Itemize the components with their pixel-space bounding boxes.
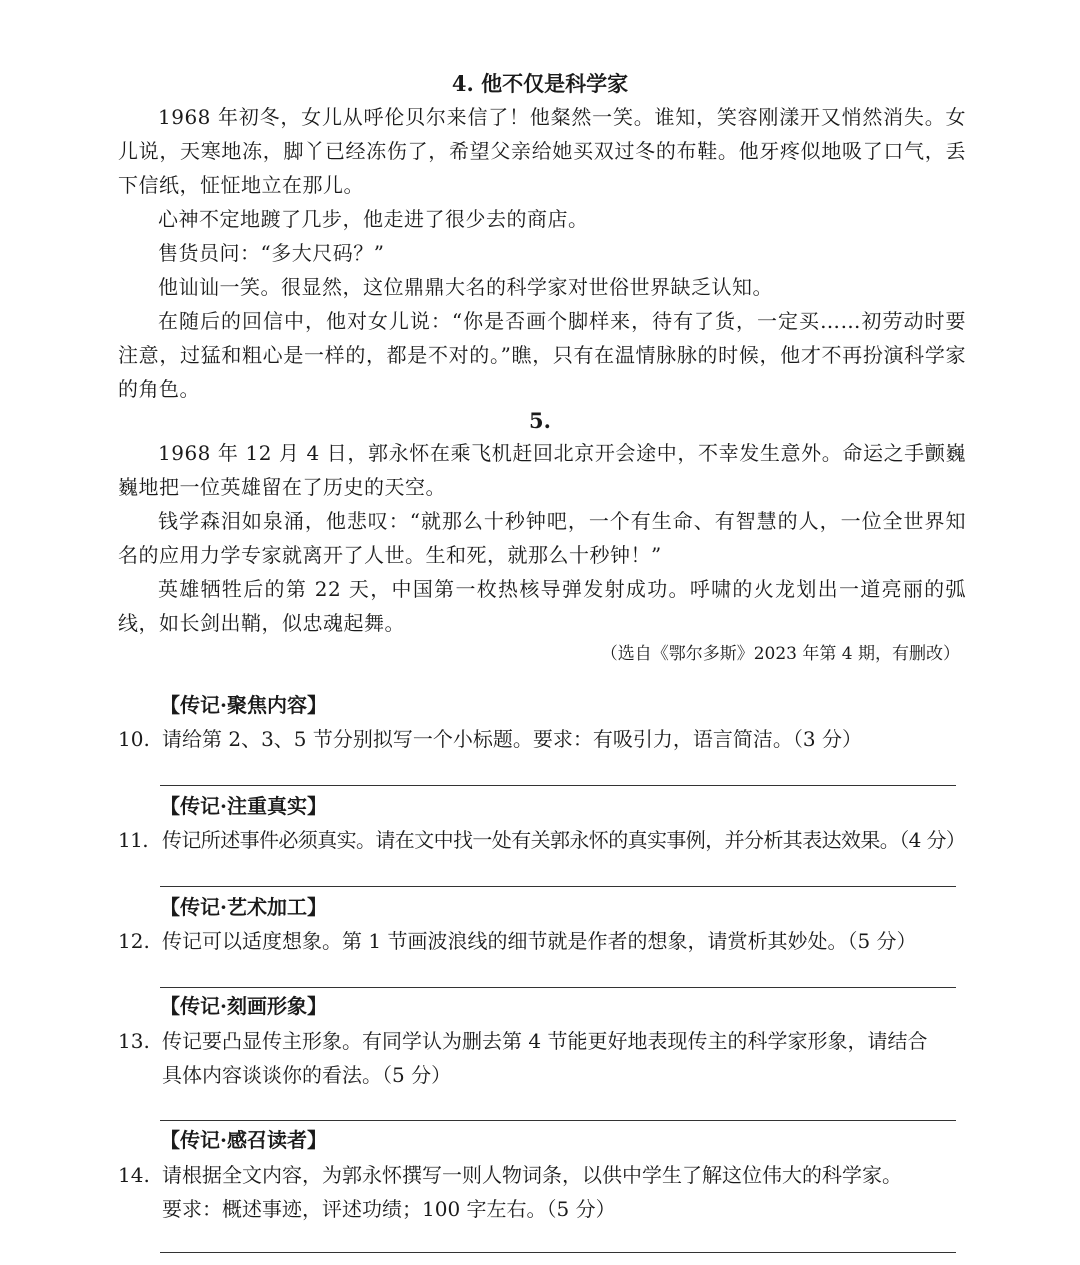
question-11-heading: 【传记·注重真实】 [160, 794, 327, 818]
question-text: 传记要凸显传主形象。有同学认为删去第 4 节能更好地表现传主的科学家形象，请结合 [162, 1029, 928, 1053]
question-text: 传记可以适度想象。第 1 节画波浪线的细节就是作者的想象，请赏析其妙处。（5 分） [162, 929, 917, 953]
answer-line-14[interactable] [160, 1252, 956, 1253]
question-10 [118, 722, 966, 756]
section-5-paragraph-2: 钱学森泪如泉涌，他悲叹：“就那么十秒钟吧，一个有生命、有智慧的人，一位全世界知名的应用力学专家就离开了人世。生和死，就那么十秒钟！” [118, 509, 966, 567]
question-11 [118, 823, 966, 857]
question-14 [118, 1158, 966, 1226]
question-text: 请根据全文内容，为郭永怀撰写一则人物词条，以供中学生了解这位伟大的科学家。 [162, 1163, 902, 1187]
section-4-paragraph-4: 他讪讪一笑。很显然，这位鼎鼎大名的科学家对世俗世界缺乏认知。 [158, 275, 773, 299]
question-13 [118, 1024, 966, 1092]
question-number: 12. [118, 929, 150, 953]
answer-line-10[interactable] [160, 785, 956, 786]
section-4-title: 4. 他不仅是科学家 [451, 71, 629, 96]
section-4-paragraph-3: 售货员问：“多大尺码？” [158, 241, 385, 265]
question-10-heading: 【传记·聚焦内容】 [160, 693, 327, 717]
section-4-paragraph-1: 1968 年初冬，女儿从呼伦贝尔来信了！他粲然一笑。谁知，笑容刚漾开又悄然消失。女儿说，天寒地冻，脚丫已经冻伤了，希望父亲给她买双过冬的布鞋。他牙疼似地吸了口气，丢下信纸，怔怔地立在那儿。 [118, 105, 966, 197]
question-12-heading: 【传记·艺术加工】 [160, 895, 327, 919]
section-4-paragraph-5: 在随后的回信中，他对女儿说：“你是否画个脚样来，待有了货，一定买……初劳动时要注意，过猛和粗心是一样的，都是不对的。”瞧，只有在温情脉脉的时候，他才不再扮演科学家的角色。 [118, 309, 966, 401]
question-text: 请给第 2、3、5 节分别拟写一个小标题。要求：有吸引力，语言简洁。（3 分） [162, 727, 862, 751]
answer-line-12[interactable] [160, 987, 956, 988]
answer-line-13[interactable] [160, 1120, 956, 1121]
answer-line-11[interactable] [160, 886, 956, 887]
question-number: 14. [118, 1163, 150, 1187]
question-14-heading: 【传记·感召读者】 [160, 1128, 327, 1152]
question-13-heading: 【传记·刻画形象】 [160, 994, 327, 1018]
section-5-paragraph-3: 英雄牺牲后的第 22 天，中国第一枚热核导弹发射成功。呼啸的火龙划出一道亮丽的弧线，如长剑出鞘，似忠魂起舞。 [118, 577, 966, 635]
question-number: 10. [118, 727, 150, 751]
section-4-paragraph-2: 心神不定地踱了几步，他走进了很少去的商店。 [158, 207, 589, 231]
question-text-continued: 具体内容谈谈你的看法。（5 分） [162, 1063, 452, 1087]
section-5-paragraph-1: 1968 年 12 月 4 日，郭永怀在乘飞机赶回北京开会途中，不幸发生意外。命运之手颤巍巍地把一位英雄留在了历史的天空。 [118, 441, 966, 499]
section-5-title: 5. [529, 408, 551, 433]
question-number: 11. [118, 828, 149, 852]
question-text-continued: 要求：概述事迹，评述功绩；100 字左右。（5 分） [162, 1197, 616, 1221]
question-12 [118, 924, 966, 958]
question-text: 传记所述事件必须真实。请在文中找一处有关郭永怀的真实事例，并分析其表达效果。（4 分） [162, 828, 966, 852]
question-number: 13. [118, 1029, 150, 1053]
source-citation: （选自《鄂尔多斯》2023 年第 4 期，有删改） [600, 644, 960, 664]
